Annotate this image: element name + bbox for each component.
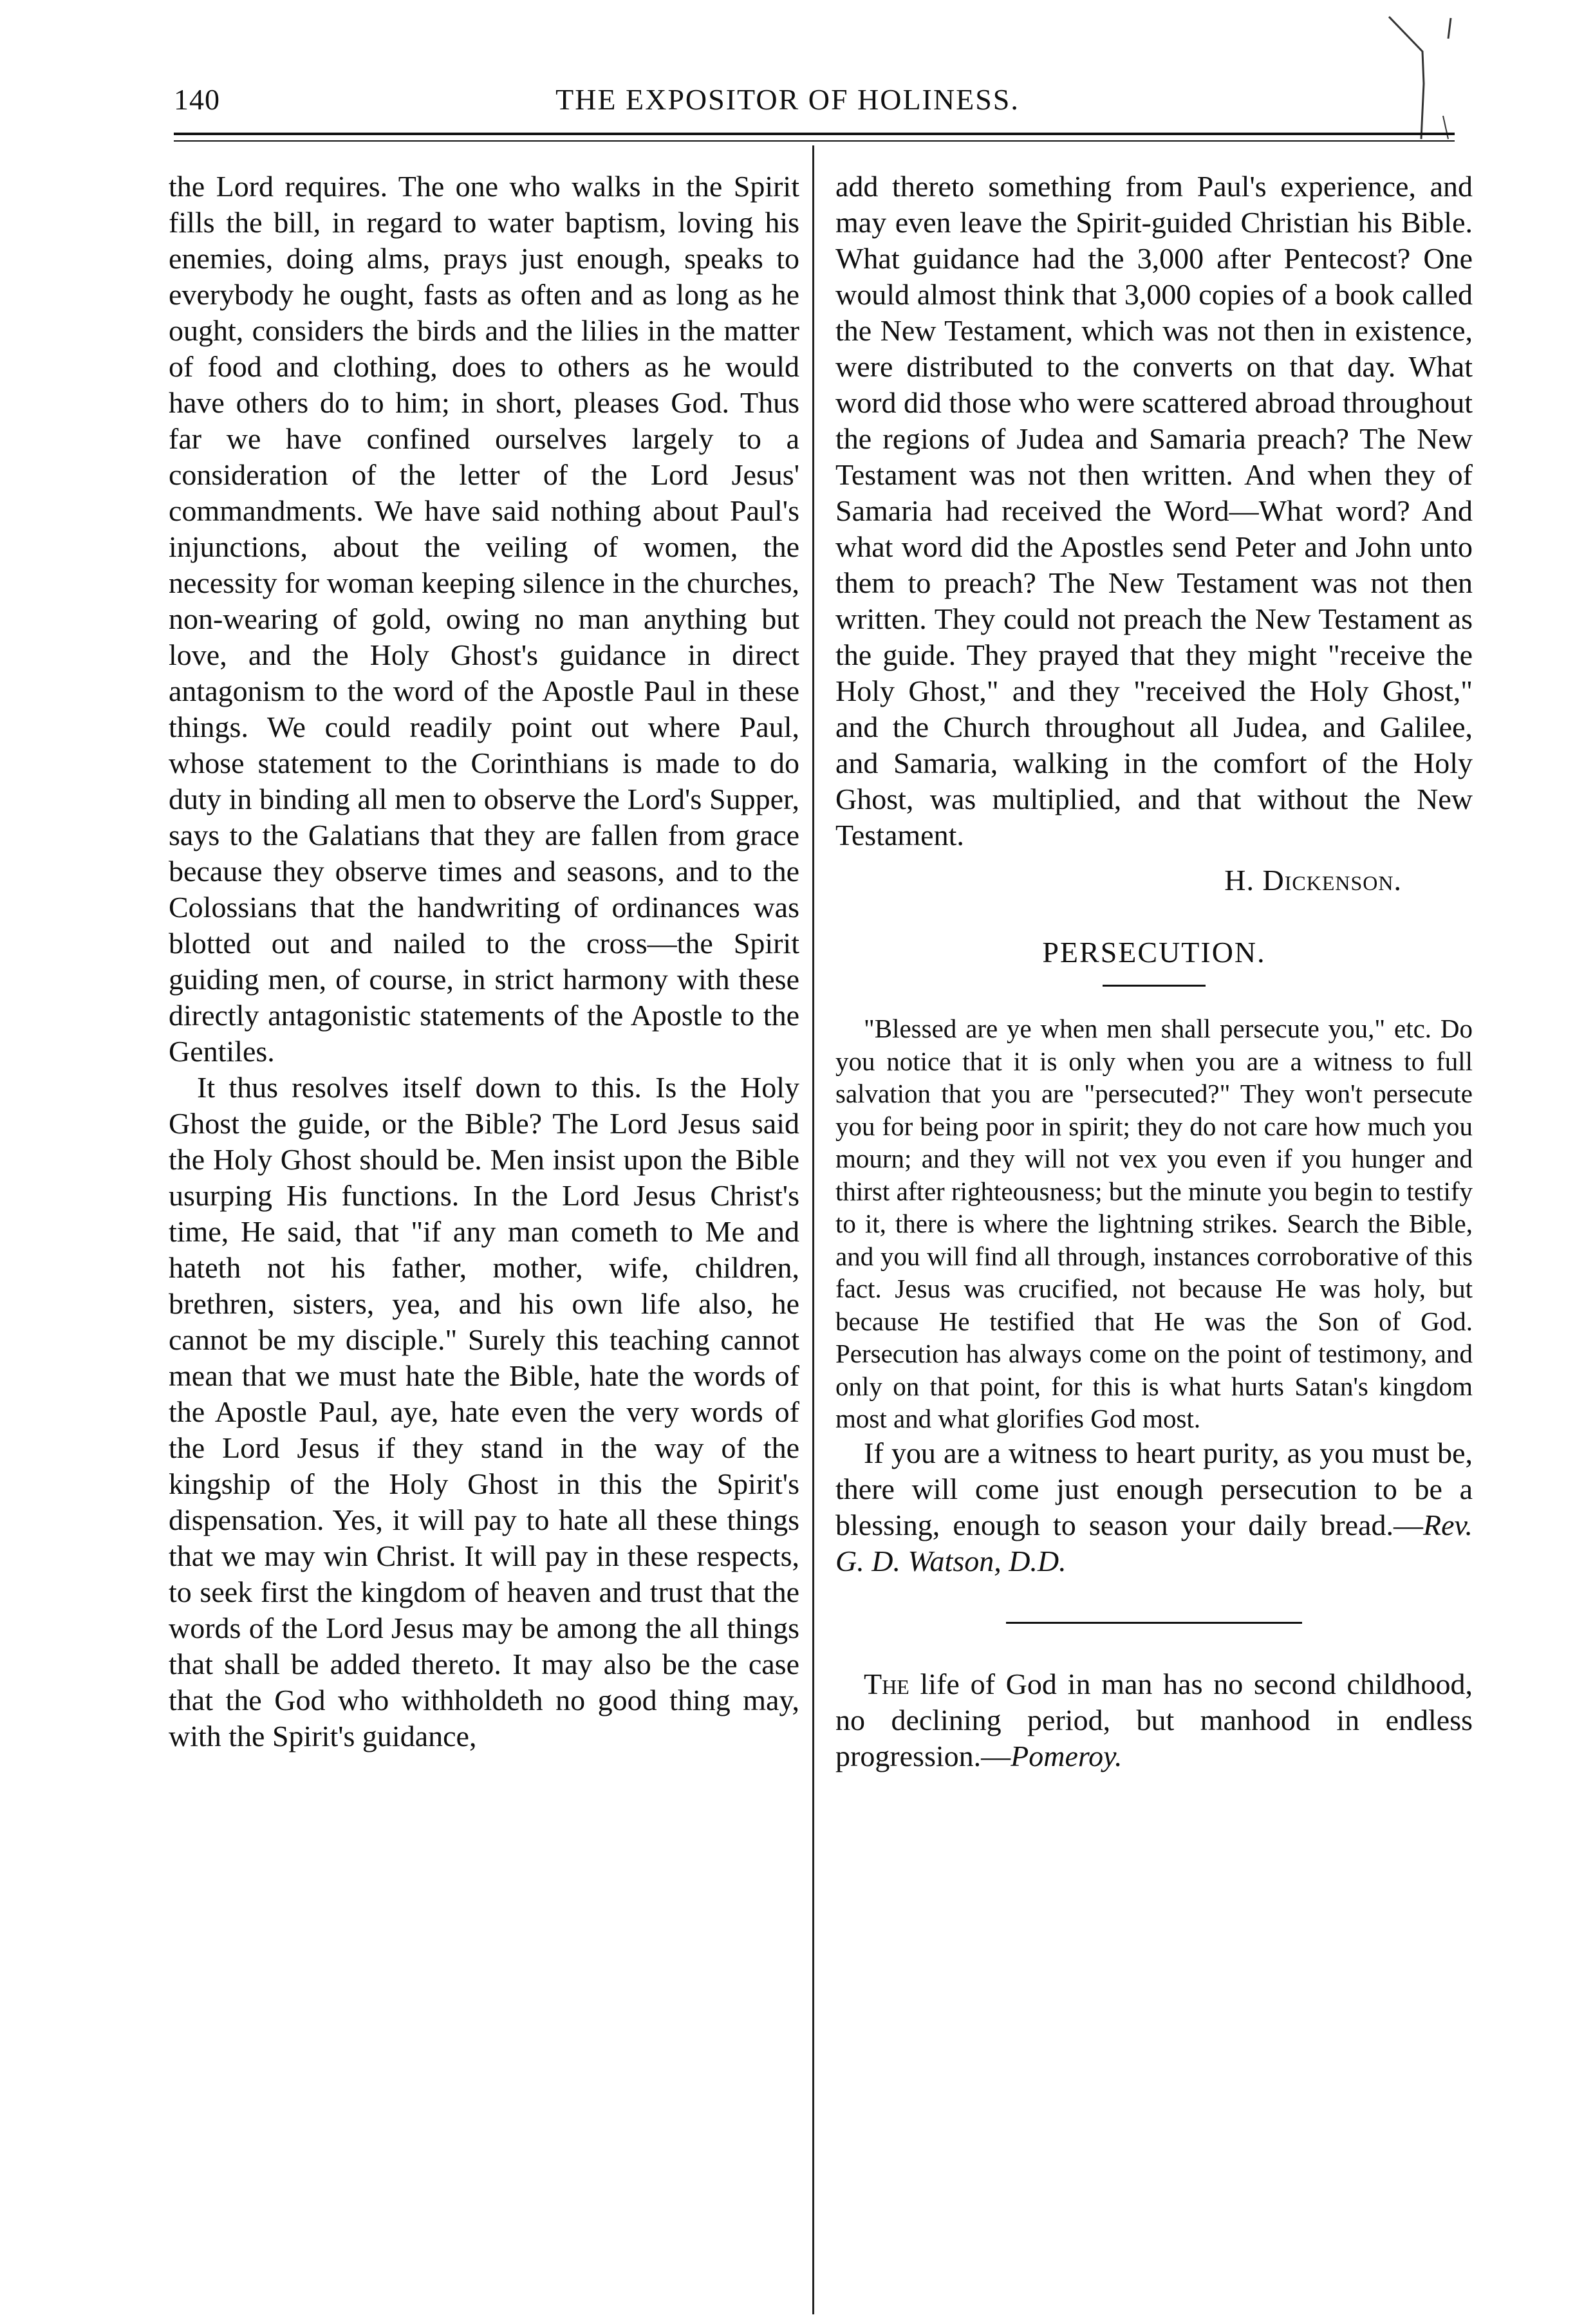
article-paragraph: It thus resolves itself down to this. Is the Holy Ghost the guide, or the Bible? The Lord Jesus said the Holy Ghost should be. Men insist upon the Bible usurping His functions. In the Lord Jesus Christ's time, He said, that "if any man cometh to Me and hateth not his father, mother, wife, children, brethren, sisters, yea, and his own life also, he cannot be my disciple." Surely this teaching cannot mean that we must hate the Bible, hate the words of the Apostle Paul, aye, hate even the very words of the Lord Jesus if they stand in the way of the kingship of the Holy Ghost in this the Spirit's dispensation. Yes, it will pay to hate all these things that we may win Christ. It will pay in these respects, to seek first the kingdom of heaven and trust that the words of the Lord Jesus may be among the all things that shall be added thereto. It may also be the case that the God who withholdeth no good thing may, with the Spirit's guidance, [169, 1071, 799, 1752]
quote-attribution: Pomeroy. [1011, 1739, 1123, 1772]
column-divider [812, 145, 814, 2314]
section-rule [1006, 1622, 1302, 1624]
page-number: 140 [174, 83, 220, 116]
header-rule-thick [174, 133, 1455, 135]
persecution-paragraph [835, 1435, 1473, 1579]
closing-quote [835, 1666, 1473, 1774]
persecution-attribution: Rev. G. D. Watson, D.D. [835, 1508, 1473, 1577]
right-column [835, 169, 1473, 1774]
article-paragraph: the Lord requires. The one who walks in the Spirit fills the bill, in regard to water baptism, loving his enemies, doing alms, prays just enough, speaks to everybody he ought, fasts as often and as long as he ought, considers the birds and the lilies in the matter of food and clothing, does to others as he would have others do to him; in short, pleases God. Thus far we have confined ourselves largely to a consideration of the letter of the Lord Jesus' commandments. We have said nothing about Paul's injunctions, about the veiling of women, the necessity for woman keeping silence in the churches, non-wearing of gold, owing no man anything but love, and the Holy Ghost's guidance in direct antagonism to the word of the Apostle Paul in these things. We could readily point out where Paul, whose statement to the Corinthians is made to do duty in binding all men to observe the Lord's Supper, says to the Galatians that they are fallen from grace because they observe times and seasons, and to the Colossians that the handwriting of ordinances was blotted out and nailed to the cross—the Spirit guiding men, of course, in strict harmony with these directly antagonistic statements of the Apostle to the Gentiles. [169, 170, 799, 1068]
article-paragraph: add thereto something from Paul's experience, and may even leave the Spirit-guided Christian his Bible. What guidance had the 3,000 after Pentecost? One would almost think that 3,000 copies of a book called the New Testament, which was not then in existence, were distributed to the converts on that day. What word did those who were scattered abroad throughout the regions of Judea and Samaria preach? The New Testament was not then written. And when they of Samaria had received the Word—What word? And what word did the Apostles send Peter and John unto them to preach? The New Testament was not then written. They could not preach the New Testament as the guide. They prayed that they might "receive the Holy Ghost," and they "received the Holy Ghost," and the Church throughout all Judea, and Galilee, and Samaria, walking in the comfort of the Holy Ghost, was multiplied, and that without the New Testament. [835, 170, 1473, 851]
left-column [169, 169, 799, 1754]
persecution-paragraph: "Blessed are ye when men shall persecute you," etc. Do you notice that it is only when you are a witness to full salvation that you are "persecuted?" They won't persecute you for being poor in spirit; they do not care how much you mourn; and they will not vex you even if you hunger and thirst after righteousness; but the minute you begin to testify to it, there is where the lightning strikes. Search the Bible, and you will find all through, instances corroborative of this fact. Jesus was crucified, not because He was holy, but because He testified that He was the Son of God. Persecution has always come on the point of testimony, and only on that point, for this is what hurts Satan's kingdom most and what glorifies God most. [835, 1014, 1473, 1433]
persecution-paragraph-text: If you are a witness to heart purity, as you must be, there will come just enough persecution to be a blessing, enough to season your daily bread.— [835, 1436, 1473, 1541]
quote-text: life of God in man has no second childhood, no declining period, but manhood in endless progression.— [835, 1667, 1473, 1772]
section-rule [1103, 985, 1206, 987]
margin-pencil-mark [1384, 13, 1461, 142]
author-signature: H. Dickenson. [1224, 864, 1402, 897]
quote-lead-word: The [864, 1667, 909, 1700]
header-rule-thin [174, 140, 1455, 142]
section-title: PERSECUTION. [1042, 936, 1266, 969]
running-head: THE EXPOSITOR OF HOLINESS. [555, 83, 1020, 116]
